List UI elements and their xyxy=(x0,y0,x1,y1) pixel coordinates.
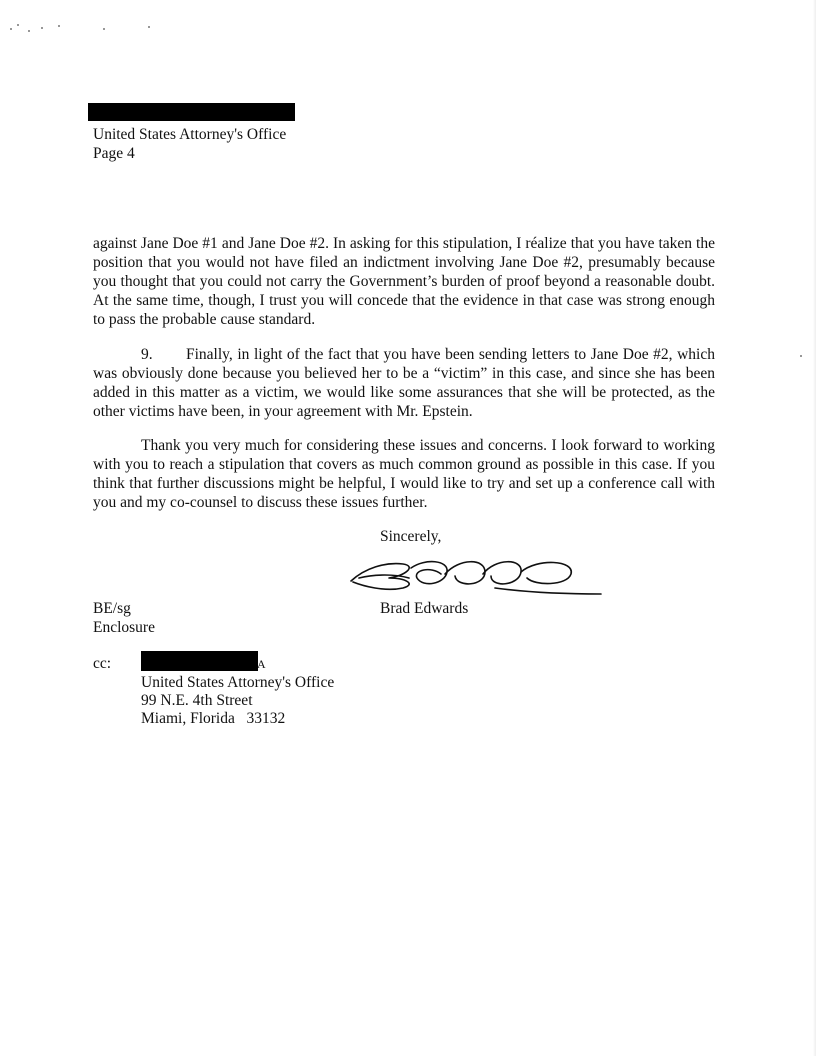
paragraph-closing xyxy=(93,436,715,512)
cc-city: Miami, Florida 33132 xyxy=(141,710,286,727)
cc-street: 99 N.E. 4th Street xyxy=(141,692,253,709)
enclosure-note: Enclosure xyxy=(93,619,155,636)
header-office: United States Attorney's Office xyxy=(93,126,287,143)
author-initials: BE/sg xyxy=(93,600,131,617)
cc-trailing-char: A xyxy=(257,657,266,671)
cc-office: United States Attorney's Office xyxy=(141,674,335,691)
redaction-bar xyxy=(141,651,258,671)
redaction-bar xyxy=(88,103,295,121)
paragraph-number: 9. xyxy=(141,346,153,363)
paragraph-continuation: against Jane Doe #1 and Jane Doe #2. In asking for this stipulation, I réalize that you have taken the position that you would not have filed an indictment involving Jane Doe #2, presumably because you thought that you could not carry the Government’s burden of proof beyond a reasonable doubt. At the same time, though, I trust you will concede that the evidence in that case was strong enough to pass the probable cause standard. xyxy=(93,235,715,328)
header-page-number: Page 4 xyxy=(93,145,135,162)
scan-artifact xyxy=(103,28,105,30)
signer-name: Brad Edwards xyxy=(380,600,469,617)
scan-artifact xyxy=(10,28,12,30)
cc-label: cc: xyxy=(93,655,112,672)
paragraph-text: Thank you very much for considering these issues and concerns. I look forward to working with you to reach a stipulation that covers as much common ground as possible in this case. If you think that further discussions might be helpful, I would like to try and set up a conference call with you and my co-counsel to discuss these issues further. xyxy=(93,437,715,511)
handwritten-signature xyxy=(345,548,607,606)
paragraph-numbered-9 xyxy=(93,345,715,421)
scan-artifact xyxy=(58,25,60,27)
scan-artifact xyxy=(41,27,43,29)
scan-artifact xyxy=(148,26,150,28)
scan-artifact xyxy=(28,30,30,32)
scan-artifact xyxy=(800,355,802,357)
salutation: Sincerely, xyxy=(380,528,442,545)
scan-artifact xyxy=(17,24,19,26)
paragraph-text: Finally, in light of the fact that you have been sending letters to Jane Doe #2, which was obviously done because you believed her to be a “victim” in this case, and since she has been added in this matter as a victim, we would like some assurances that she will be protected, as the other victims have been, in your agreement with Mr. Epstein. xyxy=(93,346,715,420)
